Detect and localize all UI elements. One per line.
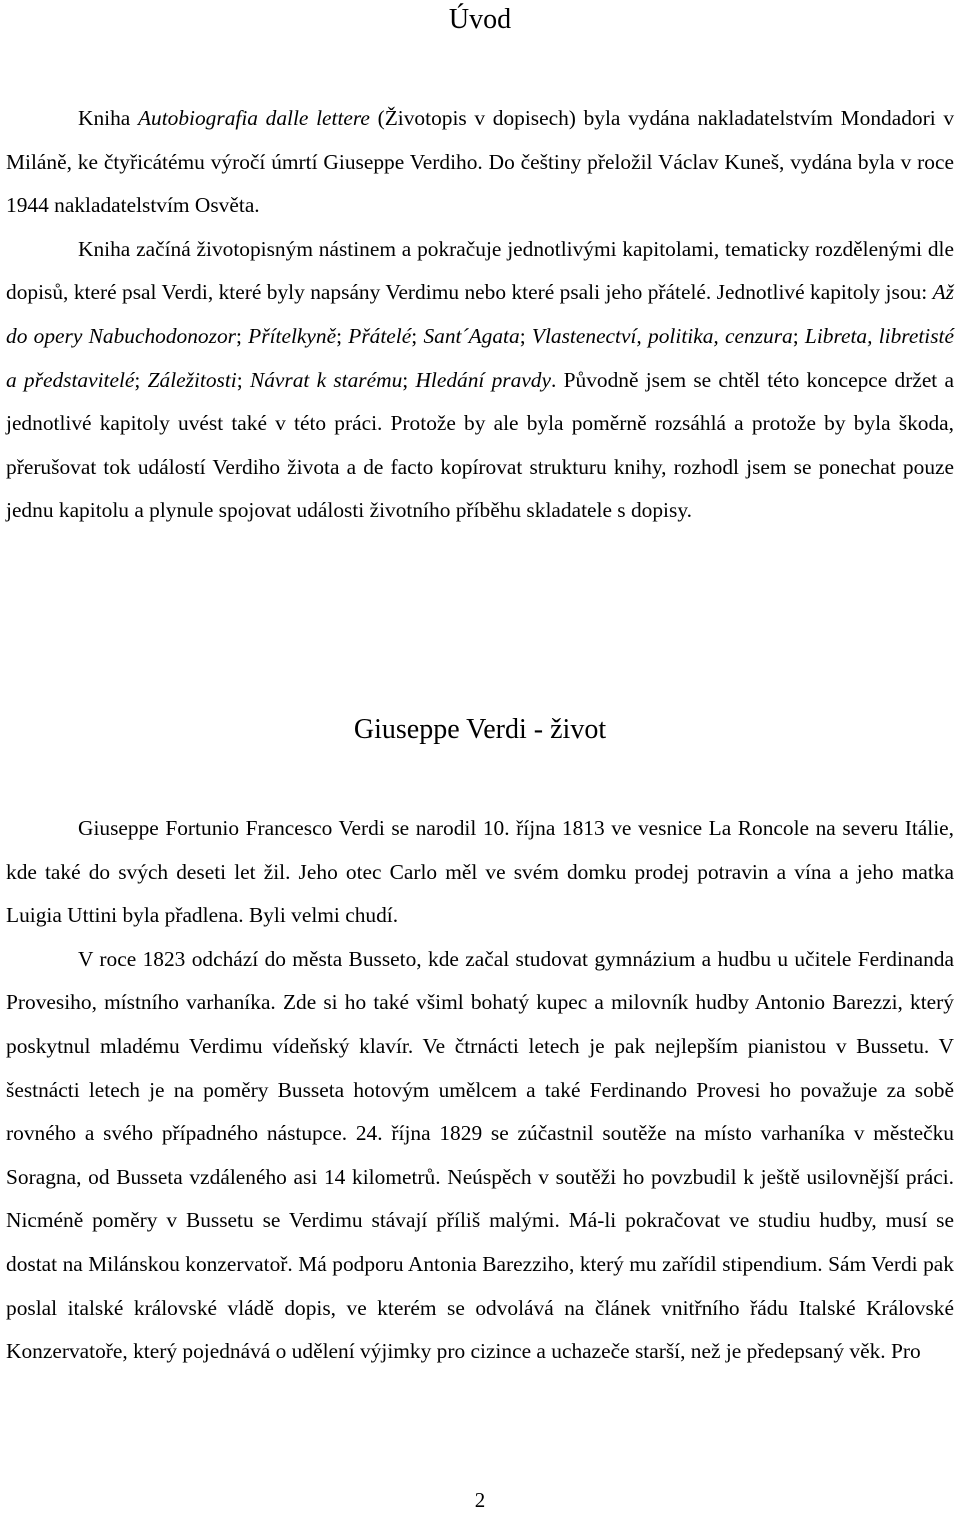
chapter-title: Hledání pravdy bbox=[415, 367, 552, 392]
intro-p1-text-1: Kniha bbox=[78, 106, 138, 130]
heading-verdi-life: Giuseppe Verdi - život bbox=[353, 714, 607, 745]
chapter-separator: ; bbox=[336, 323, 349, 348]
life-section bbox=[6, 807, 954, 1374]
chapter-title: Libreta, libretisté a představitelé bbox=[6, 323, 954, 392]
intro-p2-text-2: . Původně jsem se chtěl této koncepce držet a jednotlivé kapitoly uvést také v této práci. Protože by ale byla poměrně rozsáhlá a protože by byla škoda, přerušovat tok událostí Verdiho života a de facto kopírovat strukturu knihy, rozhodl jsem se ponechat pouze jednu kapitolu a plynule spojovat události životního příběhu skladatele s dopisy. bbox=[6, 367, 954, 523]
chapter-separator: ; bbox=[411, 323, 424, 348]
chapter-separator: ; bbox=[402, 367, 416, 392]
life-paragraph-2: V roce 1823 odchází do města Busseto, kde začal studovat gymnázium a hudbu u učitele Ferdinanda Provesiho, místního varhaníka. Zde si ho také všiml bohatý kupec a milovník hudby Antonio Barezzi, který poskytnul mladému Verdimu vídeňský klavír. Ve čtrnácti letech je pak nejlepším pianistou v Bussetu. V šestnácti letech je na poměry Busseta hotovým umělcem a také Ferdinando Provesi ho považuje za sobě rovného a svého případného nástupce. 24. října 1829 se zúčastnil soutěže na místo varhaníka v městečku Soragna, od Busseta vzdáleného asi 14 kilometrů. Neúspěch v soutěži ho povzbudil k ještě usilovnější práci. Nicméně poměry v Bussetu se Verdimu stávají příliš malými. Má-li pokračovat ve studiu hudby, musí se dostat na Milánskou konzervatoř. Má podporu Antonia Barezziho, který mu zařídil stipendium. Sám Verdi pak poslal italské královské vládě dopis, ve kterém se odvolává na článek vnitřního řádu Italské Královské Konzervatoře, který pojednává o udělení výjimky pro cizince a uchazeče starší, než je předepsaný věk. Pro bbox=[6, 946, 954, 1364]
chapter-separator: ; bbox=[792, 323, 805, 348]
life-paragraph-1: Giuseppe Fortunio Francesco Verdi se narodil 10. října 1813 ve vesnice La Roncole na severu Itálie, kde také do svých deseti let žil. Jeho otec Carlo měl ve svém domku prodej potravin a vína a jeho matka Luigia Uttini byla přadlena. Byli velmi chudí. bbox=[6, 816, 954, 928]
chapter-title: Návrat k starému bbox=[249, 367, 403, 392]
chapter-title: Přítelkyně bbox=[248, 323, 337, 348]
intro-paragraph-2 bbox=[6, 228, 954, 533]
heading-uvod: Úvod bbox=[448, 4, 512, 35]
chapter-title: Vlastenectví, politika, cenzura bbox=[531, 323, 793, 348]
chapter-separator: ; bbox=[134, 367, 148, 392]
chapter-separator: ; bbox=[235, 323, 249, 348]
intro-p1-text-2: (Životopis v dopisech) byla vydána nakladatelstvím Mondadori v Miláně, ke čtyřicátému výročí úmrtí Giuseppe Verdiho. Do češtiny přeložil Václav Kuneš, vydána byla v roce 1944 nakladatelstvím Osvěta. bbox=[6, 106, 955, 218]
intro-section bbox=[6, 97, 954, 533]
chapter-title: Sant´Agata bbox=[423, 323, 520, 348]
book-title: Autobiografia dalle lettere bbox=[137, 106, 370, 130]
intro-paragraph-1 bbox=[6, 97, 954, 228]
chapter-separator: ; bbox=[519, 323, 532, 348]
page-number: 2 bbox=[474, 1488, 486, 1512]
chapter-separator: ; bbox=[236, 367, 250, 392]
intro-p2-text-1: Kniha začíná životopisným nástinem a pokračuje jednotlivými kapitolami, tematicky rozdělenými dle dopisů, které psal Verdi, které byly napsány Verdimu nebo které psali jeho přátelé. Jednotlivé kapitoly jsou: bbox=[6, 236, 954, 305]
chapter-title: Záležitosti bbox=[147, 367, 237, 392]
chapter-title: Přátelé bbox=[348, 323, 412, 348]
chapter-title: Až do opery Nabuchodonozor bbox=[6, 280, 954, 348]
